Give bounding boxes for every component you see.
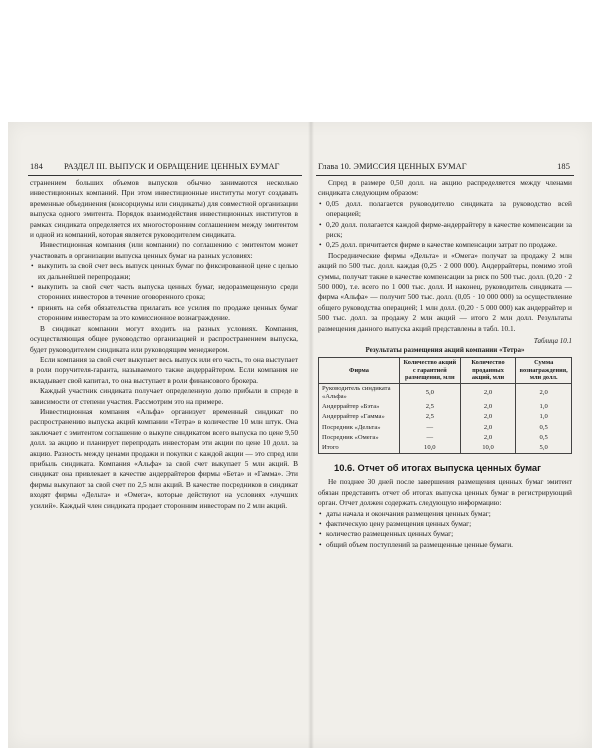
table-cell: 2,0	[460, 423, 516, 433]
page-number: 185	[557, 162, 570, 171]
paragraph: Каждый участник синдиката получает определенную долю прибыли в спреде в зависимости от степени участия. Рассмотрим это на примере.	[30, 386, 298, 406]
paragraph: Не позднее 30 дней после завершения размещения ценных бумаг эмитент обязан представить отчет об итогах выпуска ценных бумаг в регистрирующий орган. Отчет должен содержать следующую информацию:	[318, 477, 572, 508]
table-cell: 2,0	[460, 433, 516, 443]
table-cell: Андеррайтер «Бэта»	[319, 402, 400, 412]
column-header: Фирма	[319, 358, 400, 384]
table-cell: 2,0	[460, 383, 516, 402]
table-cell: 5,0	[516, 443, 572, 454]
bullet-item: • количество размещенных ценных бумаг;	[318, 529, 572, 539]
bullet-item: • выкупить за свой счет весь выпуск ценных бумаг по фиксированной цене с целью их дальнейшей перепродажи;	[30, 261, 298, 282]
right-paragraphs-after	[318, 477, 572, 550]
table-cell: —	[399, 433, 460, 443]
table-cell: Андеррайтер «Гамма»	[319, 412, 400, 422]
left-page-header	[8, 162, 308, 174]
bullet-item: • 0,20 долл. полагается каждой фирме-андеррайтеру в качестве компенсации за риск;	[318, 220, 572, 241]
table-row	[319, 412, 572, 422]
table-row	[319, 443, 572, 454]
book-spread	[8, 122, 592, 748]
bullet-item: • фактическую цену размещения ценных бумаг;	[318, 519, 572, 529]
table-cell: 10,0	[399, 443, 460, 454]
right-page-header	[314, 162, 592, 174]
table-cell: 10,0	[460, 443, 516, 454]
table-caption: Таблица 10.1	[533, 337, 572, 346]
running-header: Глава 10. ЭМИССИЯ ЦЕННЫХ БУМАГ	[318, 162, 467, 171]
table-cell: 0,5	[516, 423, 572, 433]
right-paragraphs	[318, 178, 572, 334]
bullet-item: • принять на себя обязательства прилагать все усилия по продаже ценных бумаг сторонним инвесторам за это комиссионное вознаграждение.	[30, 303, 298, 324]
table-row	[319, 433, 572, 443]
column-header: Сумма вознаграждения, млн долл.	[516, 358, 572, 384]
paragraph: Если компания за свой счет выкупает весь выпуск или его часть, то она выступает в роли поручителя-гаранта, называемого также андеррайтером. Если компания не вкладывает свой капитал, то она выступает в роли финансового брокера.	[30, 354, 298, 385]
left-page	[8, 122, 308, 748]
table-cell: 5,0	[399, 383, 460, 402]
paragraph: Инвестиционная компания (или компании) по соглашению с эмитентом может участвовать в организации выпуска ценных бумаг на разных условиях:	[30, 240, 298, 260]
table-cell: Руководитель синдиката «Альфа»	[319, 383, 400, 402]
bullet-item: • 0,05 долл. полагается руководителю синдиката за руководство всей операцией;	[318, 199, 572, 220]
table-cell: 0,5	[516, 433, 572, 443]
paragraph: В синдикат компании могут входить на разных условиях. Компания, осуществляющая общее руководство организацией и распространением выпуска, будет руководителем синдиката или руководящим менеджером.	[30, 323, 298, 354]
table-row	[319, 402, 572, 412]
table-cell: 1,0	[516, 402, 572, 412]
table-cell: 2,0	[516, 383, 572, 402]
table-cell: 2,5	[399, 412, 460, 422]
column-header: Количество проданных акций, млн	[460, 358, 516, 384]
table-cell: Итого	[319, 443, 400, 454]
table-header-row	[319, 358, 572, 384]
table-row	[319, 423, 572, 433]
table-cell: 2,5	[399, 402, 460, 412]
table-cell: Посредник «Омега»	[319, 433, 400, 443]
table-title: Результаты размещения акций компании «Тетра»	[365, 346, 525, 355]
table-cell: 2,0	[460, 412, 516, 422]
table-cell: —	[399, 423, 460, 433]
section-heading: 10.6. Отчет об итогах выпуска ценных бумаг	[334, 462, 542, 474]
right-page-body	[318, 178, 572, 550]
paragraph: Посреднические фирмы «Дельта» и «Омега» получат за продажу 2 млн акций по 500 тыс. долл. каждая (0,25 · 2 000 000). Андеррайтеры, помимо этой суммы, получат также в качестве компенсации за риск по 500 тыс. долл. (0,20 · 2 500 000), т.е. всего по 1 000 тыс. долл. И наконец, руководитель синдиката — фирма «Альфа» — получит 500 тыс. долл. (0,05 · 10 000 000) за осуществление общего руководства операцией; 1 млн долл. (0,20 · 5 000 000) как андеррайтер и 500 тыс. долл. за продажу 2 млн акций — итого 2 млн долл. Результаты размещения данного выпуска акций представлены в табл. 10.1.	[318, 250, 572, 333]
table-row	[319, 383, 572, 402]
page-number: 184	[30, 162, 43, 171]
column-header: Количество акций с гарантией размещения, млн	[399, 358, 460, 384]
paragraph: Инвестиционная компания «Альфа» организует временный синдикат по распространению выпуска акций компании «Тетра» в количестве 10 млн штук. Она заключает с эмитентом соглашение о выкупе синдикатом всего выпуска по цене 9,50 долл. за акцию и планирует перепродать инвесторам эти акции по цене 10 долл. за акцию. Разность между ценами продажи и покупки с каждой акции — это спред или прибыль синдиката. Компания «Альфа» за свой счет выкупает 5 млн акций. В синдикат она привлекает в качестве андеррайтеров фирмы «Бета» и «Гамма». Эти фирмы выкупают за свой счет по 2,5 млн акций. В качестве посредников в синдикат входят фирмы «Дельта» и «Омега», которые действуют на условиях «лучших усилий». Каждый член синдиката продает сторонним инвесторам по 2 млн акций.	[30, 406, 298, 510]
paragraph: Спред в размере 0,50 долл. на акцию распределяется между членами синдиката следующим образом:	[318, 178, 572, 198]
bullet-item: • даты начала и окончания размещения ценных бумаг;	[318, 509, 572, 519]
paragraph: странением больших объемов выпусков обычно занимаются несколько инвестиционных компаний. При этом инвестиционные институты могут создавать временные объединения (консорциумы или синдикаты) для совместной организации выпуска одного эмитента. Порядок взаимодействия инвестиционных институтов в рамках синдиката определяется их многосторонним соглашением между эмитентом и одной из компаний, которая является руководителем синдиката.	[30, 178, 298, 240]
table-cell: 1,0	[516, 412, 572, 422]
header-rule	[28, 175, 302, 176]
table-cell: 2,0	[460, 402, 516, 412]
right-page	[314, 122, 592, 748]
results-table	[318, 357, 572, 454]
bullet-item: • 0,25 долл. причитается фирме в качестве компенсации затрат по продаже.	[318, 240, 572, 250]
bullet-item: • общий объем поступлений за размещенные ценные бумаги.	[318, 540, 572, 550]
table-cell: Посредник «Дельта»	[319, 423, 400, 433]
table-body	[319, 383, 572, 453]
running-header: РАЗДЕЛ III. ВЫПУСК И ОБРАЩЕНИЕ ЦЕННЫХ БУМАГ	[64, 162, 280, 171]
left-page-body	[30, 178, 298, 511]
header-rule	[316, 175, 574, 176]
bullet-item: • выкупить за свой счет часть выпуска ценных бумаг, недоразмещенную среди сторонних инвесторов в течение оговоренного срока;	[30, 282, 298, 303]
